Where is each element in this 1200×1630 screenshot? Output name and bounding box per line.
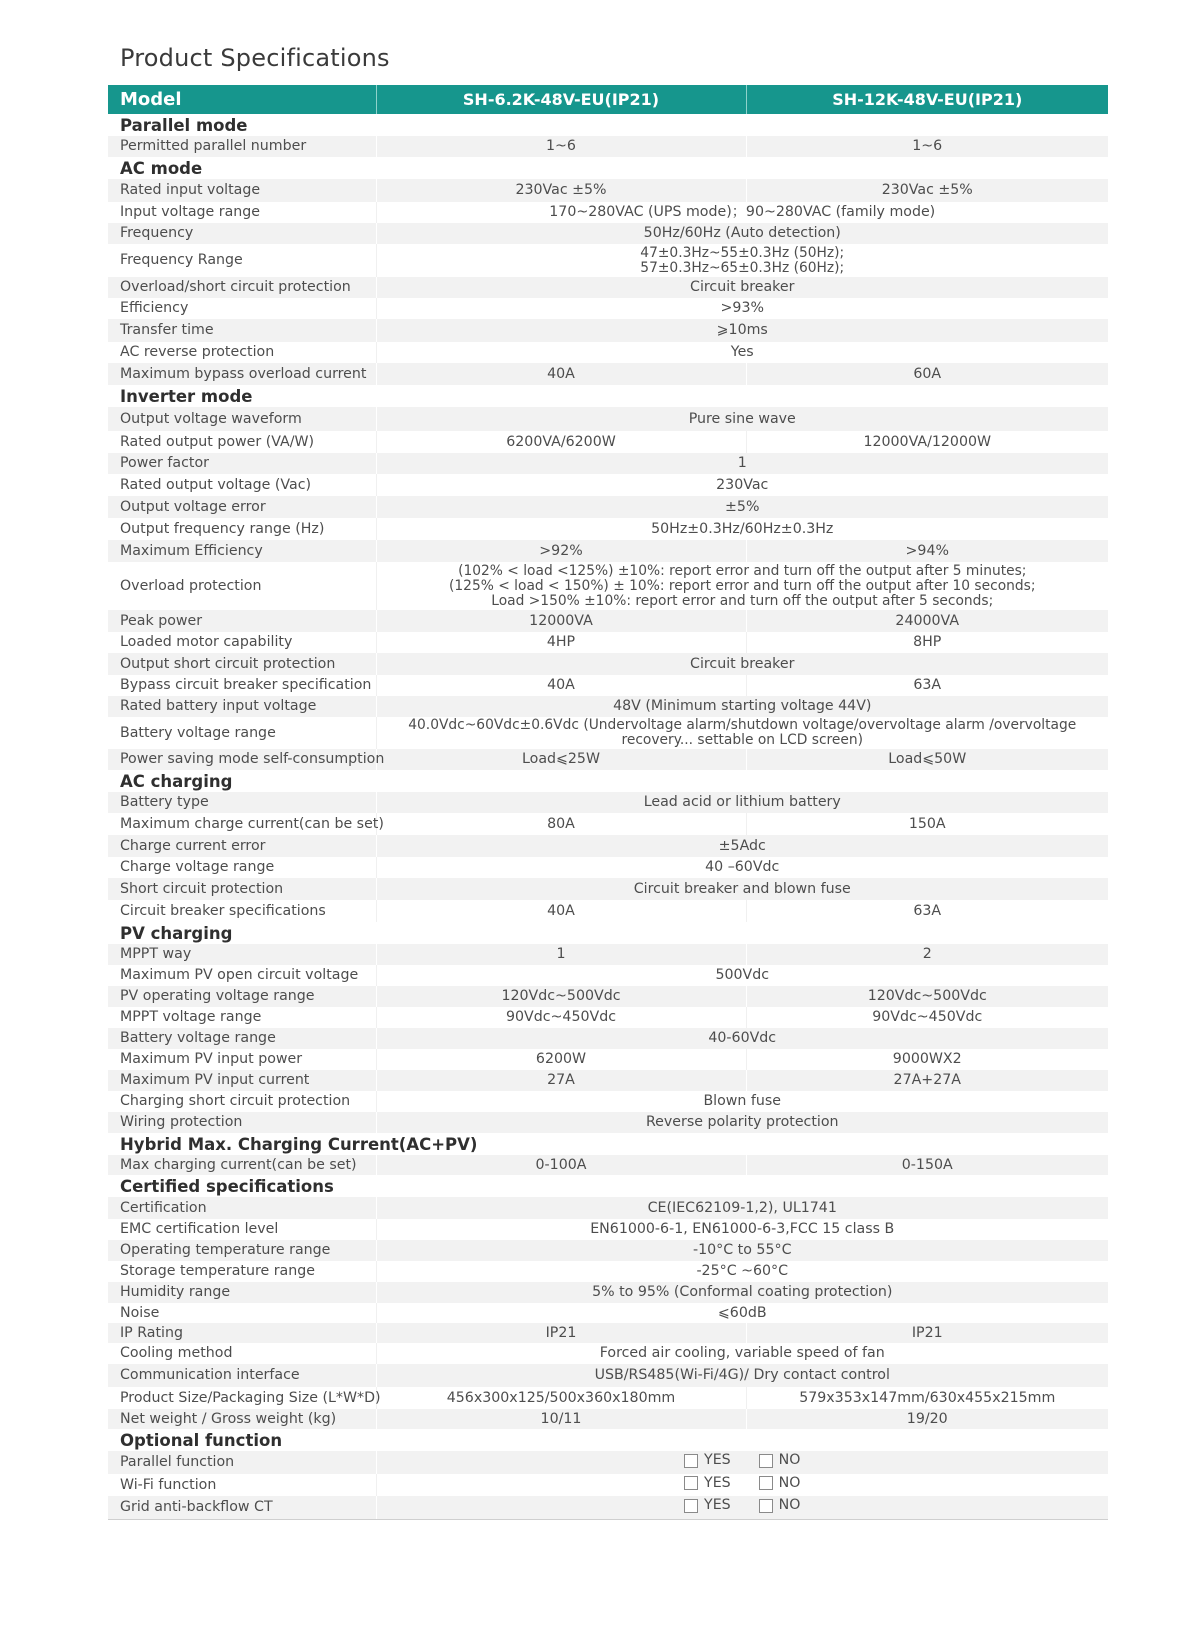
spec-value-a: 10/11 [376,1409,746,1429]
spec-label: Parallel function [108,1451,376,1474]
spec-label: Bypass circuit breaker specification [108,675,376,696]
spec-label: Overload protection [108,562,376,610]
section-title: AC mode [108,157,1108,179]
spec-label: Power saving mode self-consumption [108,749,376,770]
spec-row [108,518,1108,540]
spec-value-b: 63A [746,900,1108,922]
spec-value: Blown fuse [376,1091,1108,1112]
section-title: Optional function [108,1429,1108,1451]
yes-checkbox[interactable] [684,1476,698,1490]
spec-label: Storage temperature range [108,1261,376,1282]
spec-value: 40-60Vdc [376,1028,1108,1049]
spec-row [108,1219,1108,1240]
spec-label: Permitted parallel number [108,136,376,157]
spec-row [108,1496,1108,1519]
spec-value: ⩾10ms [376,319,1108,342]
section-header-row [108,922,1108,944]
spec-label: Battery voltage range [108,717,376,749]
spec-row [108,1091,1108,1112]
spec-value: 500Vdc [376,965,1108,986]
spec-value-b: 120Vdc~500Vdc [746,986,1108,1007]
spec-value-b: 150A [746,813,1108,835]
spec-label: Maximum Efficiency [108,540,376,562]
section-header-row [108,385,1108,407]
spec-value-b: 19/20 [746,1409,1108,1429]
spec-label: Circuit breaker specifications [108,900,376,922]
spec-value [376,562,1108,610]
spec-row [108,653,1108,675]
spec-value [376,244,1108,277]
spec-row [108,675,1108,696]
spec-value-a: Load⩽25W [376,749,746,770]
spec-value: -10°C to 55°C [376,1240,1108,1261]
spec-label: Frequency [108,223,376,244]
spec-row [108,857,1108,878]
spec-row [108,1007,1108,1028]
header-model-label: Model [108,85,376,114]
spec-label: Output voltage waveform [108,407,376,431]
spec-row [108,244,1108,277]
spec-value: EN61000-6-1, EN61000-6-3,FCC 15 class B [376,1219,1108,1240]
spec-label: Efficiency [108,298,376,319]
spec-value-b: 12000VA/12000W [746,431,1108,453]
table-header-row [108,85,1108,114]
spec-value-a: 40A [376,363,746,385]
spec-label: Output frequency range (Hz) [108,518,376,540]
spec-row [108,1197,1108,1219]
spec-label: Output voltage error [108,496,376,518]
spec-value-b: 579x353x147mm/630x455x215mm [746,1387,1108,1409]
spec-row [108,407,1108,431]
section-title: PV charging [108,922,1108,944]
spec-label: EMC certification level [108,1219,376,1240]
spec-value: >93% [376,298,1108,319]
spec-label: Charge current error [108,835,376,857]
spec-label: Power factor [108,453,376,474]
spec-value: CE(IEC62109-1,2), UL1741 [376,1197,1108,1219]
spec-row [108,696,1108,717]
no-checkbox[interactable] [759,1476,773,1490]
spec-label: Operating temperature range [108,1240,376,1261]
spec-value-line: Load >150% ±10%: report error and turn off the output after 5 seconds; [491,592,994,609]
spec-row [108,632,1108,653]
spec-label: Maximum charge current(can be set) [108,813,376,835]
spec-label: Short circuit protection [108,878,376,900]
no-option[interactable] [759,1452,801,1469]
yes-option[interactable] [684,1452,731,1469]
spec-value-line: recovery... settable on LCD screen) [621,732,863,748]
spec-label: Battery voltage range [108,1028,376,1049]
spec-value-b: Load⩽50W [746,749,1108,770]
spec-row [108,1323,1108,1343]
spec-row [108,298,1108,319]
no-option[interactable] [759,1497,801,1514]
spec-value: 5% to 95% (Conformal coating protection) [376,1282,1108,1303]
yes-option[interactable] [684,1497,731,1514]
spec-value-b: 230Vac ±5% [746,179,1108,202]
spec-value-a: 4HP [376,632,746,653]
spec-label: Loaded motor capability [108,632,376,653]
spec-label: Maximum PV open circuit voltage [108,965,376,986]
spec-row [108,277,1108,298]
spec-value-a: 456x300x125/500x360x180mm [376,1387,746,1409]
spec-value-a: 80A [376,813,746,835]
spec-row [108,965,1108,986]
section-header-row [108,1175,1108,1197]
spec-label: Maximum bypass overload current [108,363,376,385]
spec-row [108,1261,1108,1282]
spec-label: Rated output voltage (Vac) [108,474,376,496]
section-title: AC charging [108,770,1108,792]
option-choices [376,1474,1108,1496]
spec-label: Input voltage range [108,202,376,223]
no-option[interactable] [759,1475,801,1492]
section-title: Parallel mode [108,114,1108,136]
spec-value-b: 24000VA [746,610,1108,632]
section-header-row [108,1133,1108,1155]
spec-table [108,85,1108,1520]
spec-label: Rated output power (VA/W) [108,431,376,453]
section-title: Hybrid Max. Charging Current(AC+PV) [108,1133,1108,1155]
spec-label: Humidity range [108,1282,376,1303]
section-title: Inverter mode [108,385,1108,407]
spec-row [108,1303,1108,1323]
spec-label: Communication interface [108,1364,376,1387]
section-title: Certified specifications [108,1175,1108,1197]
spec-label: Product Size/Packaging Size (L*W*D) [108,1387,376,1409]
spec-value-a: 230Vac ±5% [376,179,746,202]
spec-row [108,944,1108,965]
spec-label: Rated input voltage [108,179,376,202]
spec-row [108,179,1108,202]
spec-label: Noise [108,1303,376,1323]
spec-row [108,792,1108,813]
spec-row [108,900,1108,922]
spec-value-b: 90Vdc~450Vdc [746,1007,1108,1028]
spec-value-a: 1~6 [376,136,746,157]
spec-label: Maximum PV input power [108,1049,376,1070]
spec-label: Wiring protection [108,1112,376,1133]
spec-value-b: IP21 [746,1323,1108,1343]
spec-row [108,223,1108,244]
spec-row [108,813,1108,835]
spec-row [108,202,1108,223]
spec-value: Circuit breaker [376,277,1108,298]
no-label: NO [778,1474,801,1491]
yes-checkbox[interactable] [684,1454,698,1468]
spec-value: ⩽60dB [376,1303,1108,1323]
spec-row [108,1451,1108,1474]
header-model-b: SH-12K-48V-EU(IP21) [746,85,1108,114]
spec-value-a: 120Vdc~500Vdc [376,986,746,1007]
spec-label: Charging short circuit protection [108,1091,376,1112]
spec-value-b: 1~6 [746,136,1108,157]
spec-value: 48V (Minimum starting voltage 44V) [376,696,1108,717]
spec-value: Pure sine wave [376,407,1108,431]
spec-label: Transfer time [108,319,376,342]
spec-row [108,453,1108,474]
spec-value-b: 8HP [746,632,1108,653]
spec-row [108,878,1108,900]
spec-table-body [108,114,1108,1519]
spec-label: Wi-Fi function [108,1474,376,1496]
spec-label: Battery type [108,792,376,813]
spec-row [108,474,1108,496]
spec-value-a: 40A [376,675,746,696]
spec-label: Max charging current(can be set) [108,1155,376,1175]
section-header-row [108,157,1108,179]
spec-value: Circuit breaker [376,653,1108,675]
spec-row [108,1409,1108,1429]
spec-row [108,749,1108,770]
spec-value-b: 9000WX2 [746,1049,1108,1070]
spec-label: Charge voltage range [108,857,376,878]
spec-label: Cooling method [108,1343,376,1364]
yes-checkbox[interactable] [684,1499,698,1513]
spec-value-line: (102% < load <125%) ±10%: report error and turn off the output after 5 minutes; [458,562,1027,579]
spec-value: 230Vac [376,474,1108,496]
spec-value: 50Hz/60Hz (Auto detection) [376,223,1108,244]
yes-option[interactable] [684,1475,731,1492]
spec-value: ±5% [376,496,1108,518]
spec-value-a: IP21 [376,1323,746,1343]
spec-value: Forced air cooling, variable speed of fan [376,1343,1108,1364]
yes-label: YES [704,1497,731,1513]
spec-value-a: 40A [376,900,746,922]
page-title: Product Specifications [120,44,390,72]
spec-value: Yes [376,342,1108,363]
spec-row [108,717,1108,749]
no-label: NO [778,1497,801,1513]
spec-row [108,610,1108,632]
spec-value-a: 90Vdc~450Vdc [376,1007,746,1028]
spec-value-a: 1 [376,944,746,965]
spec-value-a: >92% [376,540,746,562]
no-checkbox[interactable] [759,1454,773,1468]
yes-label: YES [704,1452,731,1469]
spec-label: Overload/short circuit protection [108,277,376,298]
section-header-row [108,1429,1108,1451]
spec-value: Reverse polarity protection [376,1112,1108,1133]
spec-value-line: (125% < load < 150%) ± 10%: report error and turn off the output after 10 seconds; [449,577,1036,594]
spec-value: 1 [376,453,1108,474]
spec-row [108,986,1108,1007]
spec-label: MPPT voltage range [108,1007,376,1028]
spec-value-b: >94% [746,540,1108,562]
spec-value: USB/RS485(Wi-Fi/4G)/ Dry contact control [376,1364,1108,1387]
spec-row [108,1343,1108,1364]
spec-label: Maximum PV input current [108,1070,376,1091]
spec-value: 50Hz±0.3Hz/60Hz±0.3Hz [376,518,1108,540]
spec-value-a: 6200VA/6200W [376,431,746,453]
spec-row [108,1112,1108,1133]
spec-row [108,1049,1108,1070]
header-model-a: SH-6.2K-48V-EU(IP21) [376,85,746,114]
spec-label: Rated battery input voltage [108,696,376,717]
spec-row [108,1028,1108,1049]
spec-row [108,496,1108,518]
spec-value-a: 12000VA [376,610,746,632]
spec-value-b: 27A+27A [746,1070,1108,1091]
spec-value-b: 2 [746,944,1108,965]
spec-label: AC reverse protection [108,342,376,363]
spec-value-b: 60A [746,363,1108,385]
no-checkbox[interactable] [759,1499,773,1513]
option-choices [376,1496,1108,1519]
spec-value-b: 0-150A [746,1155,1108,1175]
spec-label: Grid anti-backflow CT [108,1496,376,1519]
spec-label: Output short circuit protection [108,653,376,675]
option-choices [376,1451,1108,1474]
spec-value [376,717,1108,749]
spec-row [108,1387,1108,1409]
yes-label: YES [704,1474,731,1491]
spec-row [108,1364,1108,1387]
spec-row [108,342,1108,363]
spec-label: Net weight / Gross weight (kg) [108,1409,376,1429]
spec-row [108,540,1108,562]
spec-value-a: 6200W [376,1049,746,1070]
section-header-row [108,114,1108,136]
spec-row [108,1240,1108,1261]
spec-row [108,1474,1108,1496]
spec-value-line: 47±0.3Hz~55±0.3Hz (50Hz); [640,244,845,261]
spec-label: PV operating voltage range [108,986,376,1007]
spec-row [108,431,1108,453]
spec-row [108,363,1108,385]
spec-value-line: 40.0Vdc~60Vdc±0.6Vdc (Undervoltage alarm/shutdown voltage/overvoltage alarm /overvoltage [408,717,1077,733]
spec-label: IP Rating [108,1323,376,1343]
spec-value-line: 57±0.3Hz~65±0.3Hz (60Hz); [640,259,845,276]
spec-value: -25°C ~60°C [376,1261,1108,1282]
spec-label: Frequency Range [108,244,376,277]
spec-label: Peak power [108,610,376,632]
spec-value: 170~280VAC (UPS mode)；90~280VAC (family mode) [376,202,1108,223]
spec-value-a: 0-100A [376,1155,746,1175]
spec-label: Certification [108,1197,376,1219]
section-header-row [108,770,1108,792]
spec-row [108,1070,1108,1091]
spec-value: Circuit breaker and blown fuse [376,878,1108,900]
no-label: NO [778,1452,801,1469]
spec-row [108,1282,1108,1303]
spec-row [108,319,1108,342]
spec-row [108,562,1108,610]
spec-value: ±5Adc [376,835,1108,857]
spec-row [108,835,1108,857]
spec-label: MPPT way [108,944,376,965]
spec-row [108,1155,1108,1175]
spec-row [108,136,1108,157]
spec-value: Lead acid or lithium battery [376,792,1108,813]
spec-value: 40 –60Vdc [376,857,1108,878]
spec-value-a: 27A [376,1070,746,1091]
spec-value-b: 63A [746,675,1108,696]
